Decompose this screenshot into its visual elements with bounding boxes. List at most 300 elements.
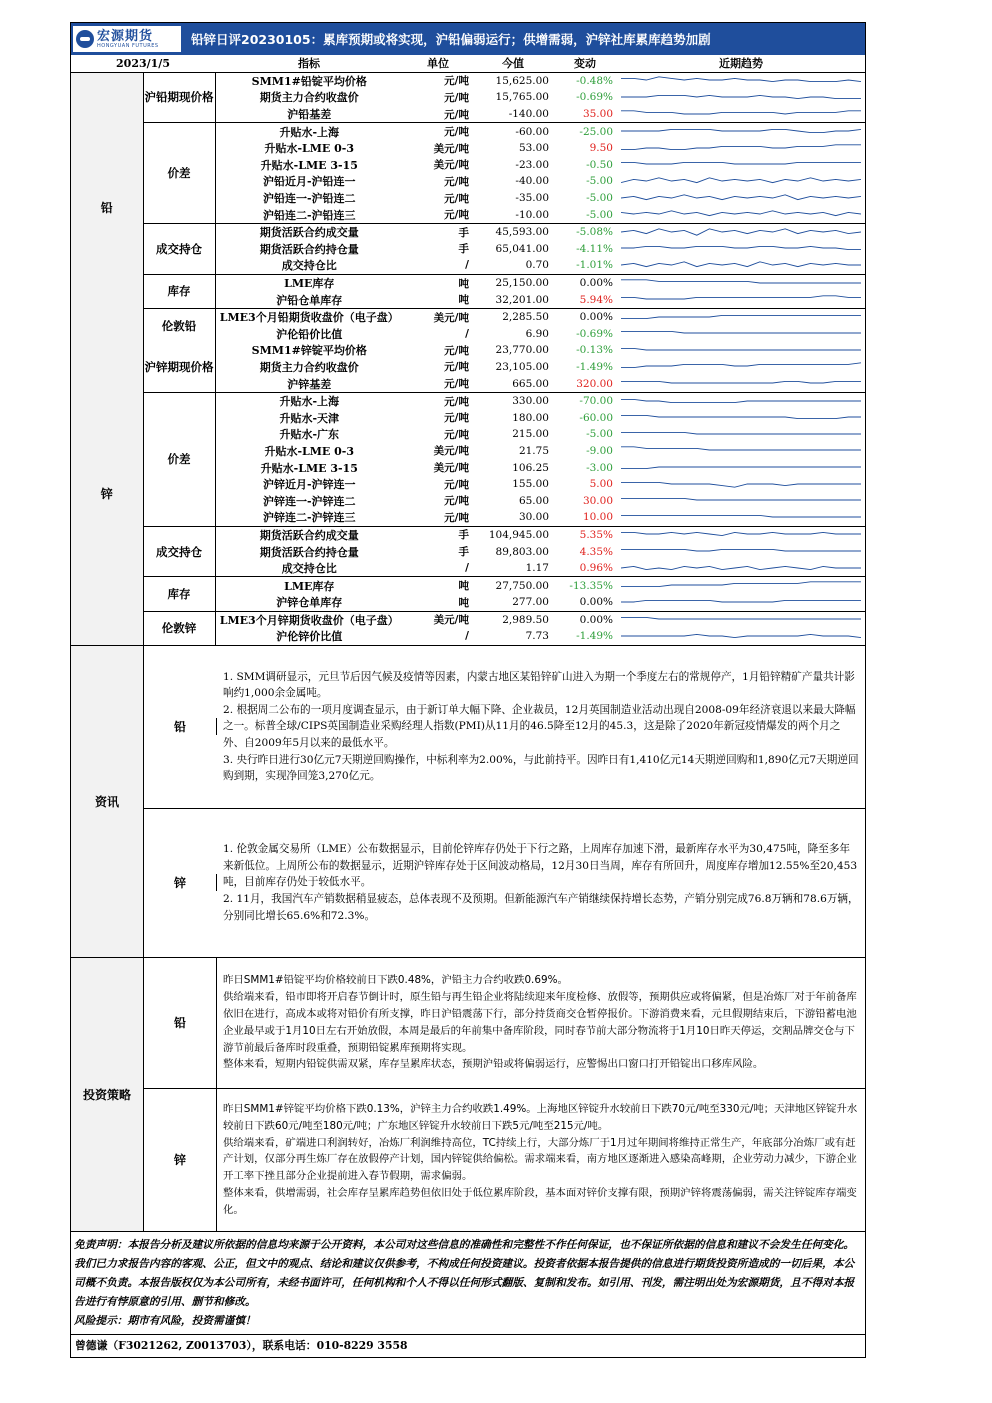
indicator-unit: 元/吨 <box>444 361 469 374</box>
indicator-name: 升贴水-天津 <box>279 411 340 425</box>
group-label: 成交持仓 <box>143 526 215 577</box>
sparkline-path <box>621 348 861 350</box>
table-row <box>71 526 865 543</box>
sparkline-path <box>621 194 861 199</box>
section-category: 锌 <box>71 342 143 645</box>
report-title: 铅锌日评20230105：累库预期或将实现，沪铅偏弱运行；供增需弱，沪锌社库累库趋势加剧 <box>191 32 711 47</box>
indicator-change: -1.01% <box>576 259 613 272</box>
trend-sparkline <box>617 140 865 157</box>
indicator-value: 65,041.00 <box>495 242 549 255</box>
trend-sparkline <box>617 560 865 577</box>
sparkline-graphic <box>621 207 861 222</box>
group-label: 成交持仓 <box>143 223 215 274</box>
sparkline-path <box>621 499 861 501</box>
info-lead-paragraph: 1. SMM调研显示，元旦节后因气候及疫情等因素，内蒙古地区某铅锌矿山进入为期一个季度左右的常规停产，1月铅锌精矿产量共计影响约1,000余金属吨。 <box>223 670 855 700</box>
sparkline-path <box>621 566 861 569</box>
indicator-value: 180.00 <box>512 411 549 424</box>
trend-sparkline <box>617 476 865 493</box>
table-row <box>71 223 865 240</box>
trend-sparkline <box>617 594 865 611</box>
group-label: 伦敦铅 <box>143 308 215 342</box>
indicator-table <box>71 55 865 645</box>
indicator-change: -5.00 <box>586 428 613 441</box>
trend-sparkline <box>617 342 865 359</box>
trend-sparkline <box>617 443 865 460</box>
sparkline-graphic <box>621 510 861 525</box>
indicator-name: 升贴水-广东 <box>279 428 340 442</box>
indicator-value: 330.00 <box>473 392 553 409</box>
group-label: 伦敦锌 <box>143 611 215 645</box>
sparkline-graphic <box>621 376 861 391</box>
indicator-value: 7.73 <box>525 630 549 643</box>
indicator-name: 沪铅连二-沪铅连三 <box>262 208 356 222</box>
strategy-lead-paragraph: 整体来看，短期内铅锭供需双紧，库存呈累库状态，预期沪铅或将偏弱运行，应警惕出口窗口打开铅锭出口移库风险。 <box>223 1058 764 1071</box>
sparkline-graphic <box>621 191 861 206</box>
sparkline-graphic <box>621 410 861 425</box>
disclaimer <box>71 1231 865 1334</box>
sparkline-path <box>621 618 861 620</box>
indicator-value: 89,803.00 <box>495 545 549 558</box>
indicator-name: 期货主力合约收盘价 <box>259 91 359 105</box>
indicator-value: 32,201.00 <box>495 293 549 306</box>
indicator-value: 106.25 <box>512 461 549 474</box>
group-label: 价差 <box>143 123 215 224</box>
sparkline-path <box>621 130 861 133</box>
indicator-value: -60.00 <box>473 123 553 140</box>
strategy-lead-label: 铅 <box>144 958 217 1088</box>
trend-sparkline <box>617 611 865 628</box>
trend-sparkline <box>617 375 865 392</box>
indicator-change: 0.96% <box>579 562 613 575</box>
indicator-change: 30.00 <box>582 494 613 507</box>
indicator-unit: / <box>465 327 469 340</box>
indicator-value: 45,593.00 <box>473 223 553 240</box>
indicator-unit: 元/吨 <box>444 75 469 88</box>
indicator-change: -13.35% <box>553 577 617 594</box>
indicator-change: 35.00 <box>582 108 613 121</box>
indicator-unit: 元/吨 <box>403 392 473 409</box>
indicator-unit: / <box>465 562 469 575</box>
header-banner <box>71 23 865 55</box>
strategy-lead-paragraph: 昨日SMM1#铅锭平均价格较前日下跌0.48%，沪铅主力合约收跌0.69%。 <box>223 974 568 987</box>
indicator-unit: 美元/吨 <box>433 159 469 172</box>
trend-sparkline <box>617 392 865 409</box>
sparkline-path <box>621 467 861 469</box>
indicator-name: SMM1#锌锭平均价格 <box>251 344 367 358</box>
logo-icon <box>76 30 94 48</box>
trend-sparkline <box>617 223 865 240</box>
info-lead-paragraph: 3. 央行昨日进行30亿元7天期逆回购操作，中标利率为2.00%，与此前持平。因昨日有1,410亿元14天期逆回购和1,890亿元7天期逆回购到期，实现净回笼3,270亿元。 <box>223 753 859 783</box>
indicator-name: 升贴水-上海 <box>215 123 403 140</box>
indicator-name: 沪伦锌价比值 <box>276 630 343 644</box>
col-header-indicator: 指标 <box>215 55 403 72</box>
sparkline-graphic <box>621 157 861 172</box>
sparkline-graphic <box>621 90 861 105</box>
sparkline-graphic <box>621 477 861 492</box>
indicator-unit: 元/吨 <box>444 495 469 508</box>
indicator-value: 21.75 <box>518 444 549 457</box>
table-row <box>71 611 865 628</box>
indicator-unit: 美元/吨 <box>433 462 469 475</box>
indicator-change: -4.11% <box>576 242 613 255</box>
sparkline-graphic <box>621 326 861 341</box>
indicator-value: 2,285.50 <box>473 308 553 325</box>
trend-sparkline <box>617 206 865 223</box>
indicator-unit: 美元/吨 <box>433 142 469 155</box>
indicator-value: -10.00 <box>515 208 549 221</box>
indicator-unit: 吨 <box>403 577 473 594</box>
trend-sparkline <box>617 89 865 106</box>
info-zinc-label: 锌 <box>144 874 217 891</box>
sparkline-path <box>621 262 861 267</box>
table-header-row <box>71 55 865 72</box>
sparkline-graphic <box>621 292 861 307</box>
indicator-name: 沪锌连一-沪锌连二 <box>262 494 356 508</box>
indicator-value: 27,750.00 <box>473 577 553 594</box>
group-label: 沪铅期现价格 <box>143 72 215 123</box>
sparkline-graphic <box>621 310 861 325</box>
col-header-value: 今值 <box>473 55 553 72</box>
sparkline-path <box>621 332 861 334</box>
indicator-value: 30.00 <box>518 511 549 524</box>
indicator-unit: 元/吨 <box>444 344 469 357</box>
table-row <box>71 308 865 325</box>
trend-sparkline <box>617 241 865 258</box>
sparkline-path <box>621 549 861 551</box>
indicator-change: 0.00% <box>579 596 613 609</box>
indicator-value: 665.00 <box>512 377 549 390</box>
trend-sparkline <box>617 509 865 526</box>
trend-sparkline <box>617 359 865 376</box>
sparkline-graphic <box>621 124 861 139</box>
sparkline-path <box>621 600 861 602</box>
sparkline-graphic <box>621 141 861 156</box>
indicator-change: -0.69% <box>576 327 613 340</box>
indicator-change: 5.94% <box>579 293 613 306</box>
sparkline-graphic <box>621 107 861 122</box>
sparkline-graphic <box>621 629 861 644</box>
sparkline-path <box>621 515 861 517</box>
indicator-change: -25.00 <box>553 123 617 140</box>
sparkline-graphic <box>621 225 861 240</box>
sparkline-path <box>621 634 861 637</box>
indicator-name: 沪铅连一-沪铅连二 <box>262 192 356 206</box>
indicator-value: 155.00 <box>512 478 549 491</box>
strategy-zinc-label: 锌 <box>144 1089 217 1231</box>
table-row <box>71 72 865 89</box>
trend-sparkline <box>617 274 865 291</box>
sparkline-path <box>621 145 861 150</box>
analyst-contact: 曾德谦（F3021262, Z0013703），联系电话：010-8229 3558 <box>71 1334 865 1357</box>
indicator-change: -0.69% <box>576 91 613 104</box>
indicator-value: 1.17 <box>525 562 549 575</box>
strategy-zinc-paragraph: 供给端来看，矿端进口利润转好，冶炼厂利润维持高位，TC持续上行，大部分炼厂于1月过年期间将维持正常生产，年底部分冶炼厂或有赶产计划，仅部分再生炼厂存在放假停产计划，国内锌锭供给偏松。需求端来看，南方地区逐渐进入感染高峰期，企业劳动力减少，下游企业开工率下挫且部分企业提前进入春节假期，需求偏弱。 <box>223 1136 857 1183</box>
indicator-value: 215.00 <box>512 428 549 441</box>
indicator-change: -70.00 <box>553 392 617 409</box>
trend-sparkline <box>617 426 865 443</box>
indicator-change: 320.00 <box>576 377 613 390</box>
sparkline-graphic <box>621 174 861 189</box>
indicator-name: 期货活跃合约成交量 <box>215 223 403 240</box>
indicator-unit: 元/吨 <box>444 192 469 205</box>
sparkline-graphic <box>621 394 861 409</box>
trend-sparkline <box>617 157 865 174</box>
indicator-name: 成交持仓比 <box>281 259 337 273</box>
indicator-change: -60.00 <box>579 411 613 424</box>
sparkline-graphic <box>621 359 861 374</box>
trend-sparkline <box>617 492 865 509</box>
info-lead-label: 铅 <box>144 718 217 735</box>
strategy-zinc-row <box>144 1088 865 1231</box>
trend-sparkline <box>617 173 865 190</box>
strategy-section <box>71 957 865 1231</box>
sparkline-path <box>621 110 861 113</box>
indicator-unit: 元/吨 <box>444 91 469 104</box>
indicator-unit: 元/吨 <box>444 478 469 491</box>
indicator-unit: 美元/吨 <box>403 611 473 628</box>
group-label: 库存 <box>143 577 215 611</box>
indicator-unit: 美元/吨 <box>403 308 473 325</box>
indicator-value: 65.00 <box>518 494 549 507</box>
table-row <box>71 392 865 409</box>
indicator-unit: 元/吨 <box>403 123 473 140</box>
indicator-name: 期货活跃合约持仓量 <box>259 242 359 256</box>
trend-sparkline <box>617 459 865 476</box>
indicator-unit: 手 <box>403 223 473 240</box>
indicator-value: 15,625.00 <box>495 74 549 87</box>
indicator-unit: 元/吨 <box>444 175 469 188</box>
table-row <box>71 342 865 359</box>
indicator-value: -140.00 <box>508 108 549 121</box>
group-label: 价差 <box>143 392 215 526</box>
sparkline-graphic <box>621 595 861 610</box>
indicator-value: 104,945.00 <box>473 526 553 543</box>
indicator-name: 沪锌仓单库存 <box>276 596 343 610</box>
trend-sparkline <box>617 409 865 426</box>
indicator-value: 23,770.00 <box>495 344 549 357</box>
table-row <box>71 123 865 140</box>
indicator-change: 10.00 <box>582 511 613 524</box>
section-category: 铅 <box>71 72 143 342</box>
sparkline-path <box>621 381 861 383</box>
indicator-unit: 元/吨 <box>444 511 469 524</box>
sparkline-path <box>621 447 861 450</box>
col-header-trend: 近期趋势 <box>617 55 865 72</box>
indicator-change: -5.00 <box>586 175 613 188</box>
sparkline-graphic <box>621 343 861 358</box>
indicator-unit: 元/吨 <box>444 412 469 425</box>
indicator-change: 5.00 <box>589 478 613 491</box>
trend-sparkline <box>617 106 865 123</box>
info-lead-paragraph: 2. 根据周二公布的一项月度调查显示，由于新订单大幅下降、企业裁员，12月英国制造业活动出现自2008-09年经济衰退以来最大降幅之一。标普全球/CIPS英国制造业采购经理人指数(PMI)从11月的46.5降至12月的45.3，这是除了2020年新冠疫情爆发的两个月之外、自2009年5月以来的最低水平。 <box>223 703 856 750</box>
indicator-unit: 美元/吨 <box>433 445 469 458</box>
indicator-name: LME库存 <box>215 274 403 291</box>
indicator-name: LME3个月铅期货收盘价（电子盘） <box>215 308 403 325</box>
trend-sparkline <box>617 308 865 325</box>
indicator-change: -0.50 <box>586 158 613 171</box>
sparkline-path <box>621 77 861 82</box>
trend-sparkline <box>617 326 865 343</box>
info-zinc-row <box>144 808 865 957</box>
indicator-unit: 手 <box>458 243 469 256</box>
sparkline-graphic <box>621 612 861 627</box>
indicator-unit: 元/吨 <box>444 108 469 121</box>
indicator-name: LME3个月锌期货收盘价（电子盘） <box>215 611 403 628</box>
sparkline-path <box>621 315 861 318</box>
indicator-change: -0.48% <box>576 74 613 87</box>
logo-cn-text: 宏源期货 <box>97 28 154 44</box>
indicator-change: 0.00% <box>553 308 617 325</box>
trend-sparkline <box>617 257 865 274</box>
sparkline-path <box>621 247 861 250</box>
sparkline-path <box>621 533 861 536</box>
sparkline-graphic <box>621 427 861 442</box>
sparkline-path <box>621 296 861 299</box>
col-header-change: 变动 <box>553 55 617 72</box>
indicator-change: -1.49% <box>576 360 613 373</box>
indicator-value: 6.90 <box>525 327 549 340</box>
info-lead-row <box>144 646 865 808</box>
sparkline-path <box>621 95 861 98</box>
indicator-value: 2,989.50 <box>473 611 553 628</box>
indicator-value: -35.00 <box>515 192 549 205</box>
trend-sparkline <box>617 543 865 560</box>
indicator-value: 0.70 <box>525 259 549 272</box>
trend-sparkline <box>617 526 865 543</box>
strategy-lead-paragraph: 供给端来看，铅市即将开启春节倒计时，原生铅与再生铅企业将陆续迎来年度检修、放假等，预期供应或将偏紧，但是冶炼厂对于年前备库依旧在进行，高成本或将对铅价有所支撑，昨日沪铅震荡下行，部分持货商交仓暂停报价。下游消费来看，元旦假期结束后，下游铅蓄电池企业最早或于1月10日左右开始放假，本周是最后的年前集中备库阶段，同时春节前大部分物流将于1月10日昨天停运，交割品牌交仓与下游节前最后备库时段重叠，预期铅锭累库预期将实现。 <box>223 991 857 1054</box>
indicator-unit: 吨 <box>458 596 469 609</box>
indicator-value: 25,150.00 <box>473 274 553 291</box>
indicator-name: 沪铅基差 <box>287 108 332 122</box>
sparkline-path <box>621 582 861 587</box>
indicator-name: 沪锌基差 <box>287 377 332 391</box>
indicator-change: -9.00 <box>586 444 613 457</box>
indicator-unit: 手 <box>403 526 473 543</box>
indicator-change: 0.00% <box>553 611 617 628</box>
indicator-name: 期货活跃合约成交量 <box>215 526 403 543</box>
indicator-change: 5.35% <box>553 526 617 543</box>
risk-warning: 风险提示：期市有风险，投资需谨慎！ <box>74 1313 256 1327</box>
report-sheet <box>70 22 866 1358</box>
indicator-name: 沪锌近月-沪锌连一 <box>262 478 356 492</box>
table-row <box>71 274 865 291</box>
indicator-change: -3.00 <box>586 461 613 474</box>
strategy-lead-row <box>144 958 865 1088</box>
trend-sparkline <box>617 190 865 207</box>
sparkline-path <box>621 416 861 419</box>
sparkline-graphic <box>621 258 861 273</box>
trend-sparkline <box>617 291 865 308</box>
indicator-value: 23,105.00 <box>495 360 549 373</box>
info-zinc-paragraph: 1. 伦敦金属交易所（LME）公布数据显示，目前伦锌库存仍处于下行之路，上周库存加速下滑，最新库存水平为30,475吨，降至多年来新低位。上周所公布的数据显示，近期沪锌库存处于区间波动格局，12月30日当周，库存有所回升，周度库存增加12.55%至20,453吨，目前库存仍处于较低水平。 <box>223 843 858 889</box>
indicator-name: LME库存 <box>215 577 403 594</box>
indicator-value: 15,765.00 <box>495 91 549 104</box>
indicator-change: -1.49% <box>576 630 613 643</box>
sparkline-path <box>621 482 861 487</box>
indicator-change: -5.08% <box>553 223 617 240</box>
info-section <box>71 645 865 957</box>
indicator-unit: / <box>465 630 469 643</box>
indicator-change: -5.00 <box>586 192 613 205</box>
indicator-change: 0.00% <box>553 274 617 291</box>
indicator-name: 成交持仓比 <box>281 562 337 576</box>
indicator-unit: 吨 <box>458 294 469 307</box>
indicator-name: 沪锌连二-沪锌连三 <box>262 511 356 525</box>
trend-sparkline <box>617 72 865 89</box>
indicator-name: 沪铅仓单库存 <box>276 293 343 307</box>
indicator-name: 期货活跃合约持仓量 <box>259 545 359 559</box>
sparkline-path <box>621 211 861 216</box>
indicator-value: -40.00 <box>515 175 549 188</box>
logo-en-text: HONGYUAN FUTURES <box>97 42 159 49</box>
indicator-name: 沪伦铅价比值 <box>276 327 343 341</box>
strategy-category: 投资策略 <box>71 958 144 1231</box>
sparkline-path <box>621 432 861 434</box>
report-date: 2023/1/5 <box>71 55 215 72</box>
sparkline-path <box>621 279 861 282</box>
strategy-zinc-paragraph: 整体来看，供增需弱，社会库存呈累库趋势但依旧处于低位累库阶段，基本面对锌价支撑有限，预期沪锌将震荡偏弱，需关注锌锭库存端变化。 <box>223 1186 857 1216</box>
indicator-value: 277.00 <box>512 596 549 609</box>
sparkline-path <box>621 163 861 165</box>
group-label: 沪锌期现价格 <box>143 342 215 392</box>
indicator-name: 升贴水-上海 <box>215 392 403 409</box>
sparkline-path <box>621 363 861 368</box>
indicator-unit: / <box>465 259 469 272</box>
trend-sparkline <box>617 123 865 140</box>
indicator-change: 4.35% <box>579 545 613 558</box>
trend-sparkline <box>617 628 865 645</box>
sparkline-graphic <box>621 276 861 291</box>
strategy-zinc-paragraph: 昨日SMM1#锌锭平均价格下跌0.13%，沪锌主力合约收跌1.49%。上海地区锌锭升水较前日下跌70元/吨至330元/吨；天津地区锌锭升水较前日下跌60元/吨至180元/吨；广东地区锌锭升水较前日下跌5元/吨至215元/吨。 <box>223 1102 858 1132</box>
sparkline-graphic <box>621 493 861 508</box>
indicator-value: -23.00 <box>515 158 549 171</box>
company-logo <box>73 26 181 52</box>
indicator-unit: 元/吨 <box>444 209 469 222</box>
indicator-name: 升贴水-LME 0-3 <box>264 444 355 458</box>
sparkline-path <box>621 178 861 183</box>
indicator-name: SMM1#铅锭平均价格 <box>251 74 367 88</box>
indicator-change: -0.13% <box>576 344 613 357</box>
indicator-value: 53.00 <box>518 142 549 155</box>
sparkline-graphic <box>621 460 861 475</box>
sparkline-graphic <box>621 73 861 88</box>
indicator-name: 升贴水-LME 3-15 <box>260 461 358 475</box>
indicator-change: 9.50 <box>589 142 613 155</box>
sparkline-path <box>621 229 861 235</box>
sparkline-graphic <box>621 241 861 256</box>
indicator-unit: 手 <box>458 546 469 559</box>
disclaimer-text: 免责声明：本报告分析及建议所依据的信息均来源于公开资料，本公司对这些信息的准确性和完整性不作任何保证，也不保证所依据的信息和建议不会发生任何变化。我们已力求报告内容的客观、公正，但文中的观点、结论和建议仅供参考，不构成任何投资建议。投资者依据本报告提供的信息进行期货投资所造成的一切后果，本公司概不负责。本报告版权仅为本公司所有，未经书面许可，任何机构和个人不得以任何形式翻版、复制和发布。如引用、刊发，需注明出处为宏源期货，且不得对本报告进行有悖原意的引用、删节和修改。 <box>74 1237 855 1308</box>
sparkline-graphic <box>621 443 861 458</box>
indicator-name: 沪铅近月-沪铅连一 <box>262 175 356 189</box>
group-label: 库存 <box>143 274 215 308</box>
info-zinc-paragraph: 2. 11月，我国汽车产销数据稍显疲态，总体表现不及预期。但新能源汽车产销继续保持增长态势，产销分别完成76.8万辆和78.6万辆，分别同比增长65.6%和72.3%。 <box>223 893 859 922</box>
indicator-change: -5.00 <box>586 208 613 221</box>
indicator-name: 升贴水-LME 0-3 <box>264 142 355 156</box>
sparkline-graphic <box>621 544 861 559</box>
info-category: 资讯 <box>71 646 144 957</box>
indicator-name: 升贴水-LME 3-15 <box>260 158 358 172</box>
sparkline-graphic <box>621 527 861 542</box>
sparkline-graphic <box>621 561 861 576</box>
indicator-unit: 吨 <box>403 274 473 291</box>
sparkline-graphic <box>621 578 861 593</box>
trend-sparkline <box>617 577 865 594</box>
indicator-name: 期货主力合约收盘价 <box>259 360 359 374</box>
sparkline-path <box>621 399 861 402</box>
indicator-unit: 元/吨 <box>444 428 469 441</box>
table-row <box>71 577 865 594</box>
